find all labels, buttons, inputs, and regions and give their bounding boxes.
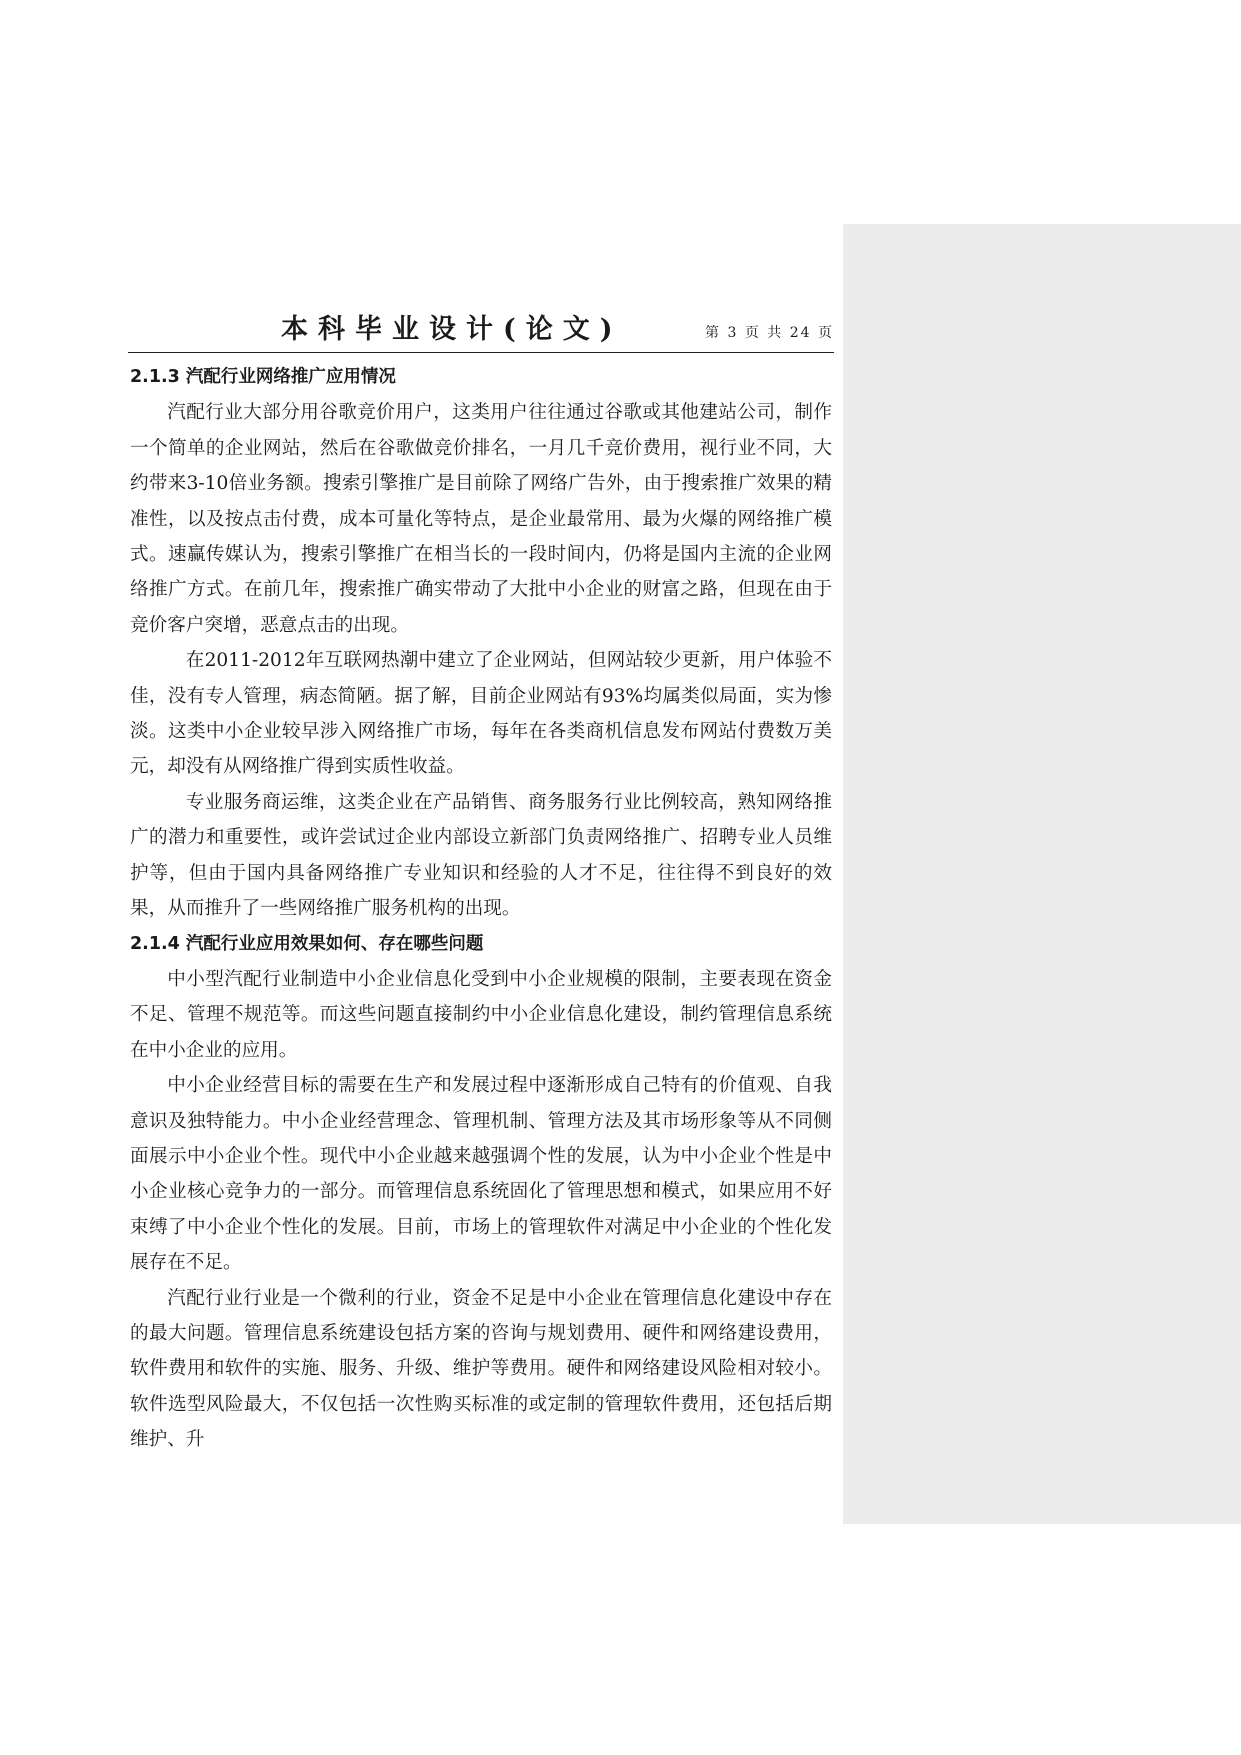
section-heading: 2.1.4 汽配行业应用效果如何、存在哪些问题 bbox=[130, 933, 484, 954]
header-rule bbox=[128, 352, 834, 353]
paragraph: 汽配行业行业是一个微利的行业，资金不足是中小企业在管理信息化建设中存在的最大问题。管理信息系统建设包括方案的咨询与规划费用、硬件和网络建设费用，软件费用和软件的实施、服务、升级、维护等费用。硬件和网络建设风险相对较小。软件选型风险最大，不仅包括一次性购买标准的或定制的管理软件费用，还包括后期维护、升 bbox=[130, 1287, 832, 1451]
paragraph: 专业服务商运维，这类企业在产品销售、商务服务行业比例较高，熟知网络推广的潜力和重要性，或许尝试过企业内部设立新部门负责网络推广、招聘专业人员维护等，但由于国内具备网络推广专业知识和经验的人才不足，往往得不到良好的效果，从而推升了一些网络推广服务机构的出现。 bbox=[130, 791, 832, 920]
document-title: 本科毕业设计(论文) bbox=[281, 314, 623, 345]
comment-pane bbox=[843, 224, 1241, 1524]
page-number: 第 3 页 共 24 页 bbox=[705, 325, 834, 341]
paragraph: 在2011-2012年互联网热潮中建立了企业网站，但网站较少更新，用户体验不佳，没有专人管理，病态简陋。据了解，目前企业网站有93%均属类似局面，实为惨淡。这类中小企业较早涉入网络推广市场，每年在各类商机信息发布网站付费数万美元，却没有从网络推广得到实质性收益。 bbox=[130, 650, 832, 778]
page-header bbox=[128, 310, 834, 354]
document-body bbox=[130, 360, 832, 1458]
paragraph: 中小企业经营目标的需要在生产和发展过程中逐渐形成自己特有的价值观、自我意识及独特能力。中小企业经营理念、管理机制、管理方法及其市场形象等从不同侧面展示中小企业个性。现代中小企业越来越强调个性的发展，认为中小企业个性是中小企业核心竞争力的一部分。而管理信息系统固化了管理思想和模式，如果应用不好束缚了中小企业个性化的发展。目前，市场上的管理软件对满足中小企业的个性化发展存在不足。 bbox=[130, 1075, 832, 1274]
section-heading: 2.1.3 汽配行业网络推广应用情况 bbox=[130, 367, 396, 387]
paragraph: 中小型汽配行业制造中小企业信息化受到中小企业规模的限制，主要表现在资金不足、管理不规范等。而这些问题直接制约中小企业信息化建设，制约管理信息系统在中小企业的应用。 bbox=[130, 968, 832, 1061]
paragraph: 汽配行业大部分用谷歌竞价用户，这类用户往往通过谷歌或其他建站公司，制作一个简单的企业网站，然后在谷歌做竞价排名，一月几千竞价费用，视行业不同，大约带来3-10倍业务额。搜索引擎推广是目前除了网络广告外，由于搜索推广效果的精准性，以及按点击付费，成本可量化等特点，是企业最常用、最为火爆的网络推广模式。速赢传媒认为，搜索引擎推广在相当长的一段时间内，仍将是国内主流的企业网络推广方式。在前几年，搜索推广确实带动了大批中小企业的财富之路，但现在由于竞价客户突增，恶意点击的出现。 bbox=[130, 402, 832, 636]
